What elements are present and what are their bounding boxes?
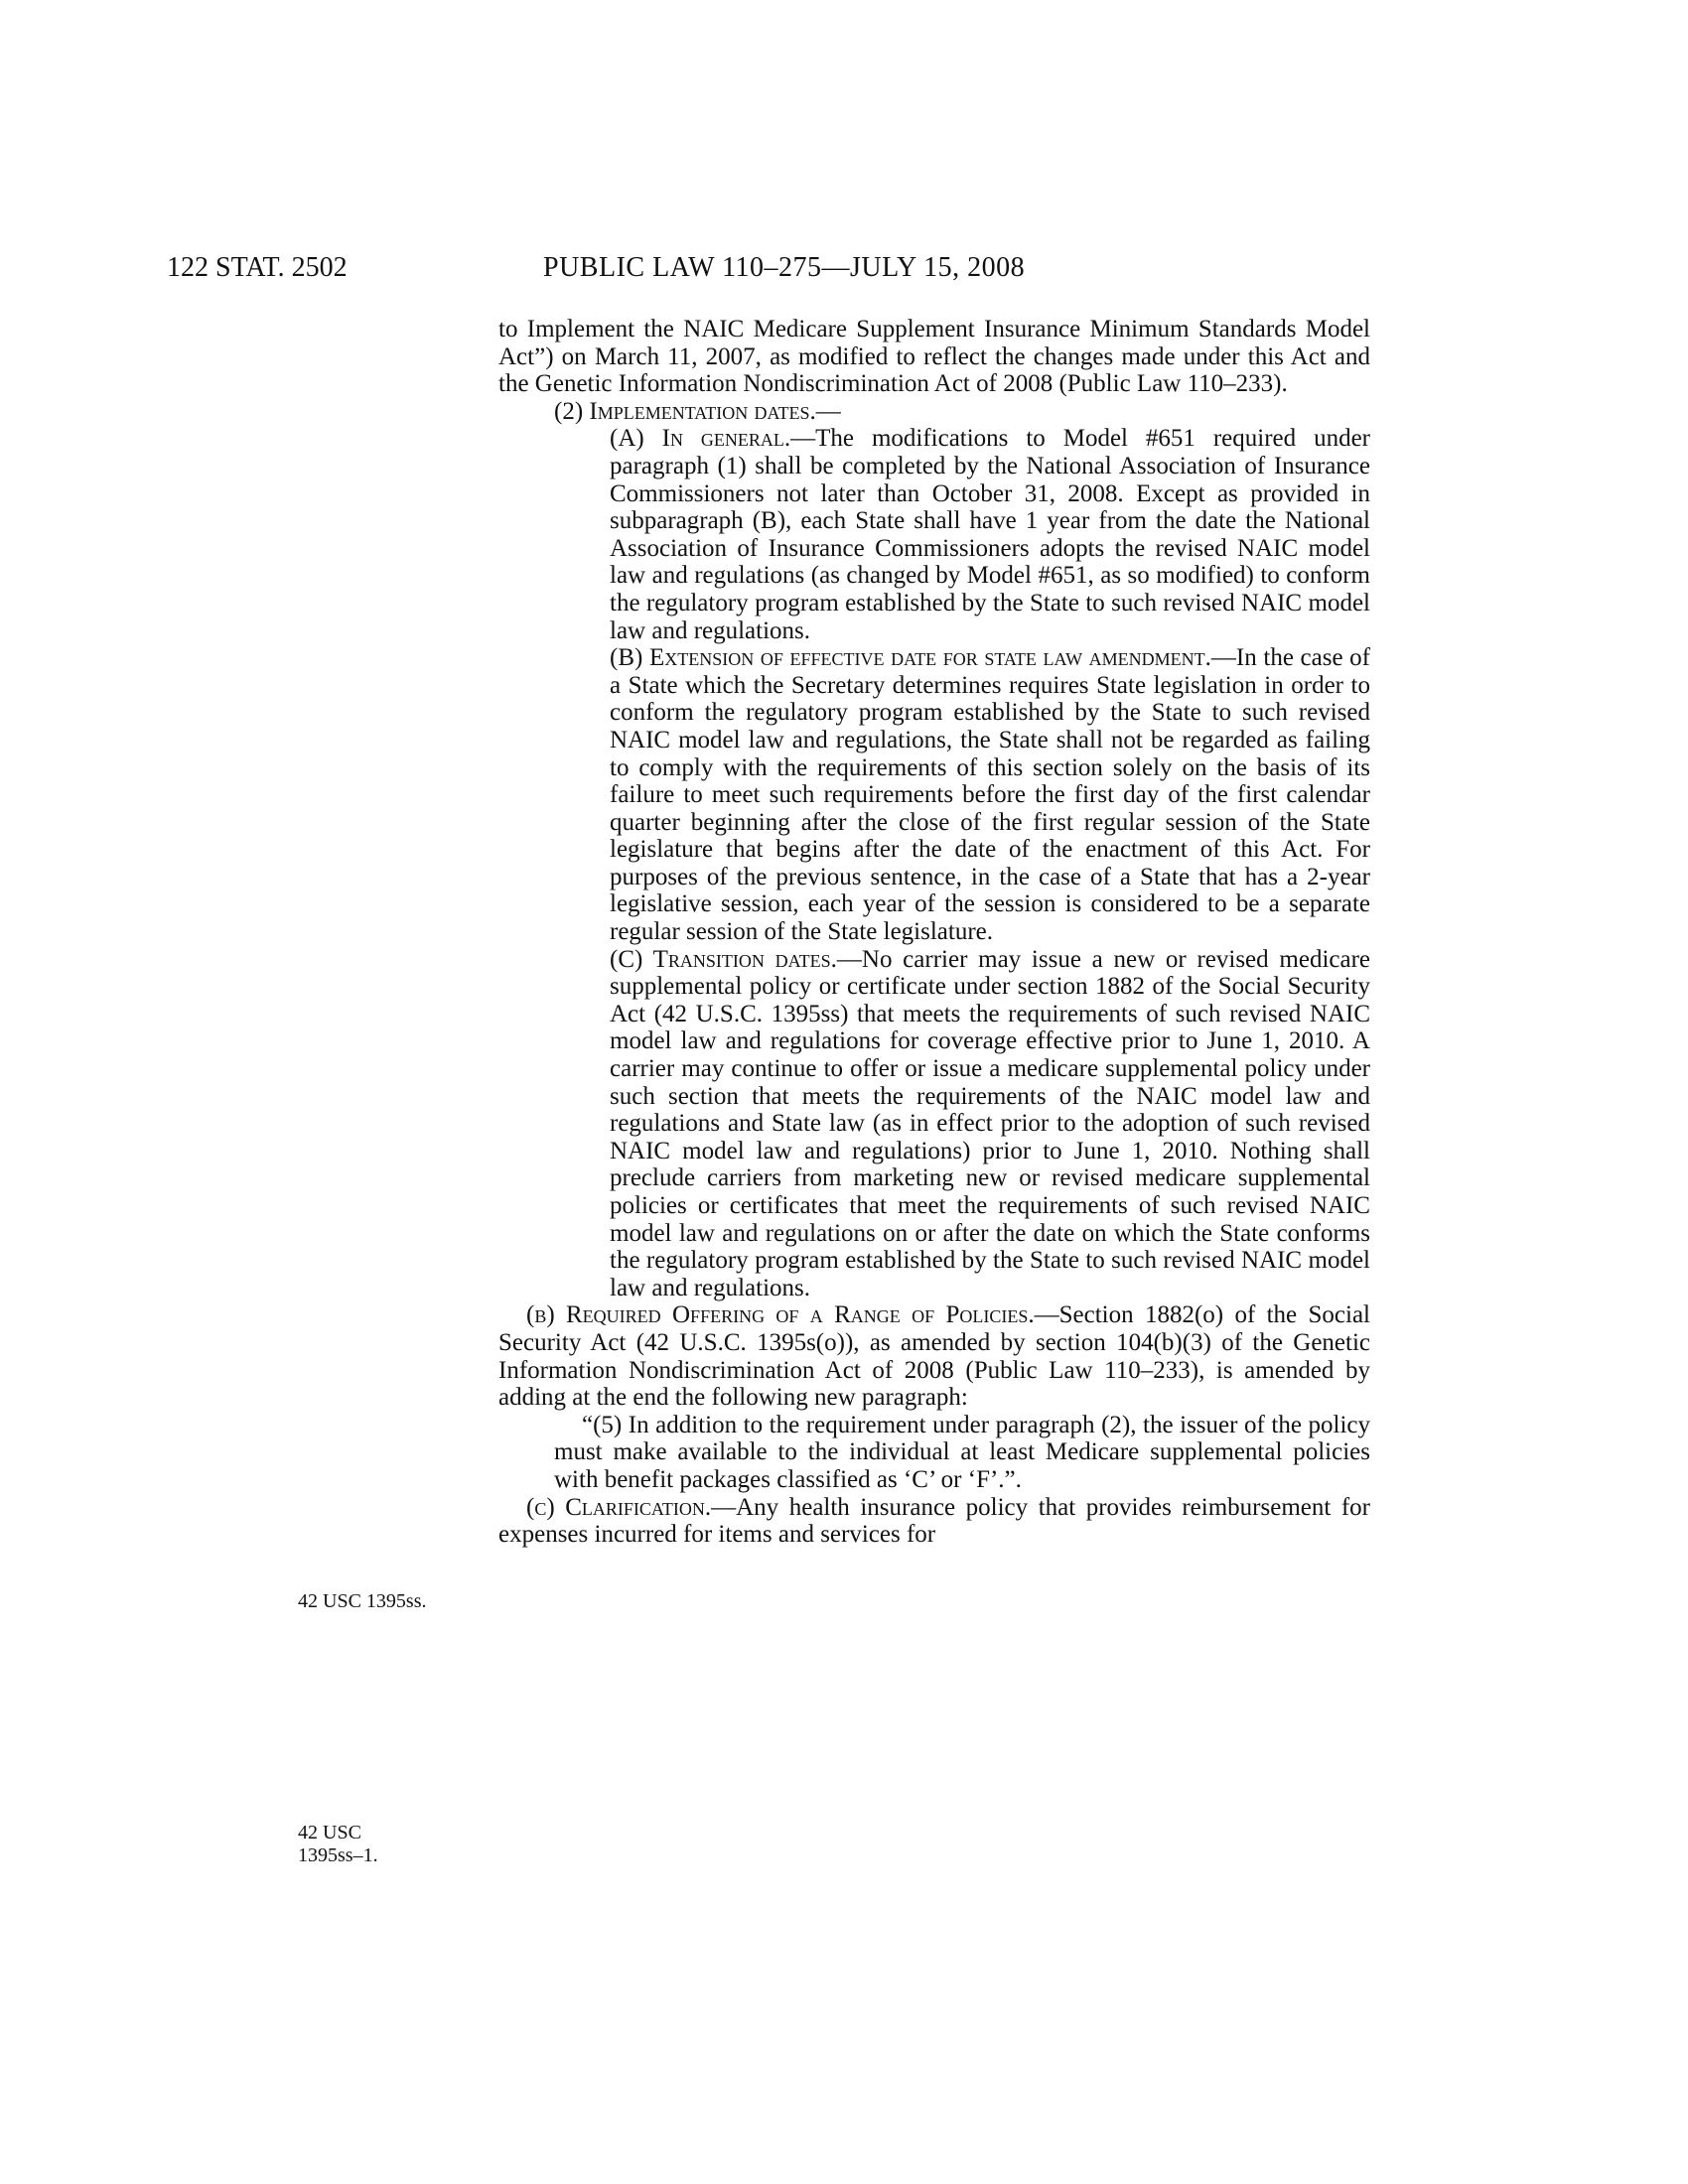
running-title: PUBLIC LAW 110–275—JULY 15, 2008 bbox=[543, 252, 1026, 283]
page-header bbox=[0, 248, 1688, 288]
margin-note-usc-1395ss: 42 USC 1395ss. bbox=[298, 1590, 427, 1612]
subparagraph-c-text: —No carrier may issue a new or revised medicare supplemental policy or certificate under section 1882 of the Social Security Act (42 U.S.C. 1395ss) that meets the requirements of such revised NAIC model law and regulations for coverage effective prior to June 1, 2010. A carrier may continue to offer or issue a medicare supplemental policy under such section that meets the requirements of the NAIC model law and regulations and State law (as in effect prior to the adoption of such revised NAIC model law and regulations) prior to June 1, 2010. Nothing shall preclude carriers from marketing new or revised medicare supplemental policies or certificates that meet the requirements of such revised NAIC model law and regulations on or after the date on which the State conforms the regulatory program established by the State to such revised NAIC model law and regulations. bbox=[610, 945, 1370, 1301]
margin-note-line-1: 42 USC bbox=[298, 1822, 361, 1843]
margin-note-line-2: 1395ss–1. bbox=[298, 1844, 378, 1866]
statute-body bbox=[498, 316, 1370, 1549]
subparagraph-c-label: (C) Transition dates. bbox=[610, 945, 837, 973]
paragraph-2-heading-text: (2) Implementation dates.— bbox=[554, 397, 841, 425]
margin-note-usc-1395ss-1 bbox=[298, 1822, 378, 1867]
quoted-paragraph-5: “(5) In addition to the requirement under paragraph (2), the issuer of the policy must make available to the individual at least Medicare supplemental policies with benefit packages classified as ‘C’ or ‘F’.”. bbox=[554, 1411, 1370, 1493]
subparagraph-b-text: —In the case of a State which the Secretary determines requires State legislation in order to conform the regulatory program established by the State to such revised NAIC model law and regulations, the State shall not be regarded as failing to comply with the requirements of this section solely on the basis of its failure to meet such requirements before the first day of the first calendar quarter beginning after the close of the first regular session of the State legislature that begins after the date of the enactment of this Act. For purposes of the previous sentence, in the case of a State that has a 2-year legislative session, each year of the session is considered to be a separate regular session of the State legislature. bbox=[610, 644, 1370, 946]
continuation-paragraph: to Implement the NAIC Medicare Supplement Insurance Minimum Standards Model Act”) on March 11, 2007, as modified to reflect the changes made under this Act and the Genetic Information Nondiscrimination Act of 2008 (Public Law 110–233). bbox=[498, 316, 1370, 398]
subsection-b-text: —Section 1882(o) of the Social Security Act (42 U.S.C. 1395s(o)), as amended by section 104(b)(3) of the Genetic Information Nondiscrimination Act of 2008 (Public Law 110–233), is amended by adding at the end the following new paragraph: bbox=[498, 1301, 1370, 1412]
subsection-c bbox=[498, 1494, 1370, 1549]
subsection-c-text: —Any health insurance policy that provides reimbursement for expenses incurred for items and services for bbox=[498, 1493, 1370, 1549]
subparagraph-b bbox=[498, 644, 1370, 946]
stat-page-reference: 122 STAT. 2502 bbox=[167, 252, 348, 283]
subparagraph-b-label: (B) Extension of effective date for state law amendment. bbox=[610, 644, 1211, 672]
paragraph-2-heading bbox=[498, 398, 1370, 426]
subparagraph-a bbox=[498, 425, 1370, 644]
subparagraph-c bbox=[498, 946, 1370, 1302]
subparagraph-a-label: (A) In general. bbox=[610, 425, 791, 453]
subparagraph-a-text: —The modifications to Model #651 required under paragraph (1) shall be completed by the National Association of Insurance Commissioners not later than October 31, 2008. Except as provided in subparagraph (B), each State shall have 1 year from the date the National Association of Insurance Commissioners adopts the revised NAIC model law and regulations (as changed by Model #651, as so modified) to conform the regulatory program established by the State to such revised NAIC model law and regulations. bbox=[610, 425, 1370, 644]
subsection-b bbox=[498, 1301, 1370, 1411]
subsection-b-label: (b) Required Offering of a Range of Policies. bbox=[526, 1301, 1035, 1329]
subsection-c-label: (c) Clarification. bbox=[526, 1493, 712, 1521]
